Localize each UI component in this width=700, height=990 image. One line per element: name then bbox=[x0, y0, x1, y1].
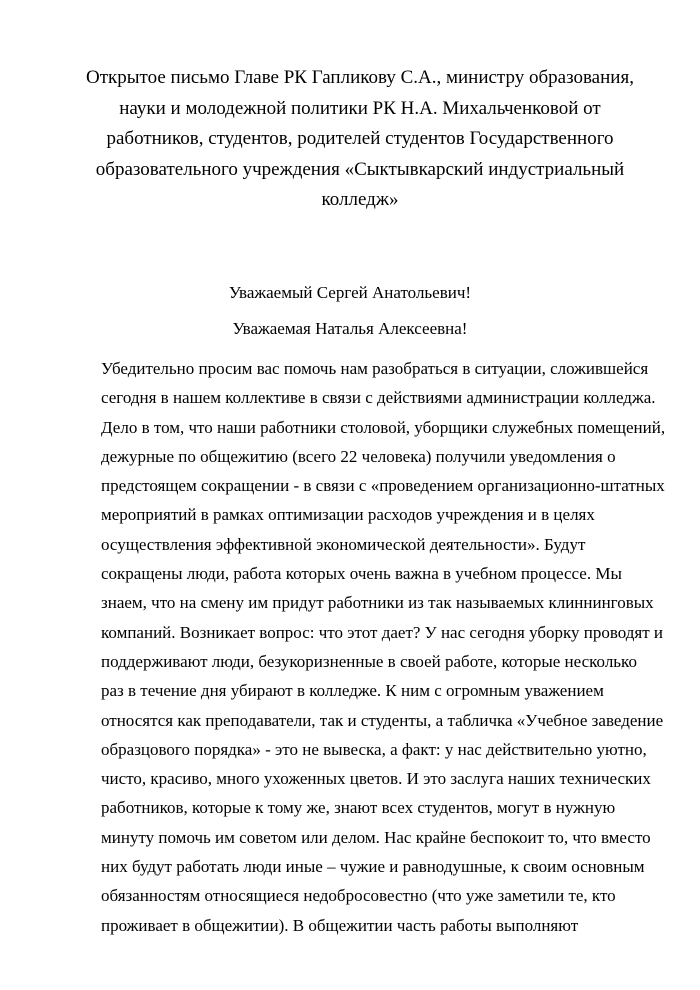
body-line: знаем, что на смену им придут работники из так называемых клиннинговых bbox=[101, 593, 654, 613]
greeting-first: Уважаемый Сергей Анатольевич! bbox=[228, 283, 472, 302]
letter-body bbox=[101, 354, 676, 940]
title-line: науки и молодежной политики РК Н.А. Михальченковой от bbox=[119, 97, 601, 119]
body-line: поддерживают люди, безукоризненные в своей работе, которые несколько bbox=[101, 651, 637, 671]
body-line: компаний. Возникает вопрос: что этот дает? У нас сегодня уборку проводят и bbox=[101, 622, 664, 642]
body-line: образцового порядка» - это не вывеска, а факт: у нас действительно уютно, bbox=[101, 739, 647, 759]
body-line: них будут работать люди иные – чужие и равнодушные, к своим основным bbox=[101, 857, 645, 877]
body-line: предстоящем сокращении - в связи с «проведением организационно-штатных bbox=[101, 476, 665, 496]
greeting-second: Уважаемая Наталья Алексеевна! bbox=[232, 319, 468, 338]
title-line: образовательного учреждения «Сыктывкарский индустриальный bbox=[95, 158, 625, 180]
body-line: Убедительно просим вас помочь нам разобраться в ситуации, сложившейся bbox=[101, 359, 649, 378]
title-line: работников, студентов, родителей студентов Государственного bbox=[106, 128, 614, 149]
body-line: чисто, красиво, много ухоженных цветов. И это заслуга наших технических bbox=[101, 769, 651, 789]
body-line: Дело в том, что наши работники столовой, уборщики служебных помещений, bbox=[101, 417, 666, 437]
title-line: колледж» bbox=[321, 189, 399, 210]
title-line: Открытое письмо Главе РК Гапликову С.А., министру образования, bbox=[86, 67, 634, 88]
body-line: проживает в общежитии). В общежитии часть работы выполняют bbox=[101, 915, 579, 935]
body-line: осуществления эффективной экономической деятельности». Будут bbox=[101, 534, 586, 554]
letter-title bbox=[70, 63, 650, 216]
body-line: раз в течение дня убирают в колледже. К ним с огромным уважением bbox=[101, 681, 604, 701]
body-line: относятся как преподаватели, так и студенты, а табличка «Учебное заведение bbox=[101, 710, 664, 730]
body-line: сегодня в нашем коллективе в связи с действиями администрации колледжа. bbox=[101, 388, 656, 408]
body-line: работников, которые к тому же, знают всех студентов, могут в нужную bbox=[101, 798, 616, 818]
body-line: дежурные по общежитию (всего 22 человека) получили уведомления о bbox=[101, 446, 616, 466]
body-line: обязанностям относящиеся недобросовестно (что уже заметили те, кто bbox=[101, 886, 616, 906]
body-line: сокращены люди, работа которых очень важна в учебном процессе. Мы bbox=[101, 564, 622, 584]
body-line: минуту помочь им советом или делом. Нас крайне беспокоит то, что вместо bbox=[101, 827, 651, 847]
body-line: мероприятий в рамках оптимизации расходов учреждения и в целях bbox=[101, 505, 595, 525]
